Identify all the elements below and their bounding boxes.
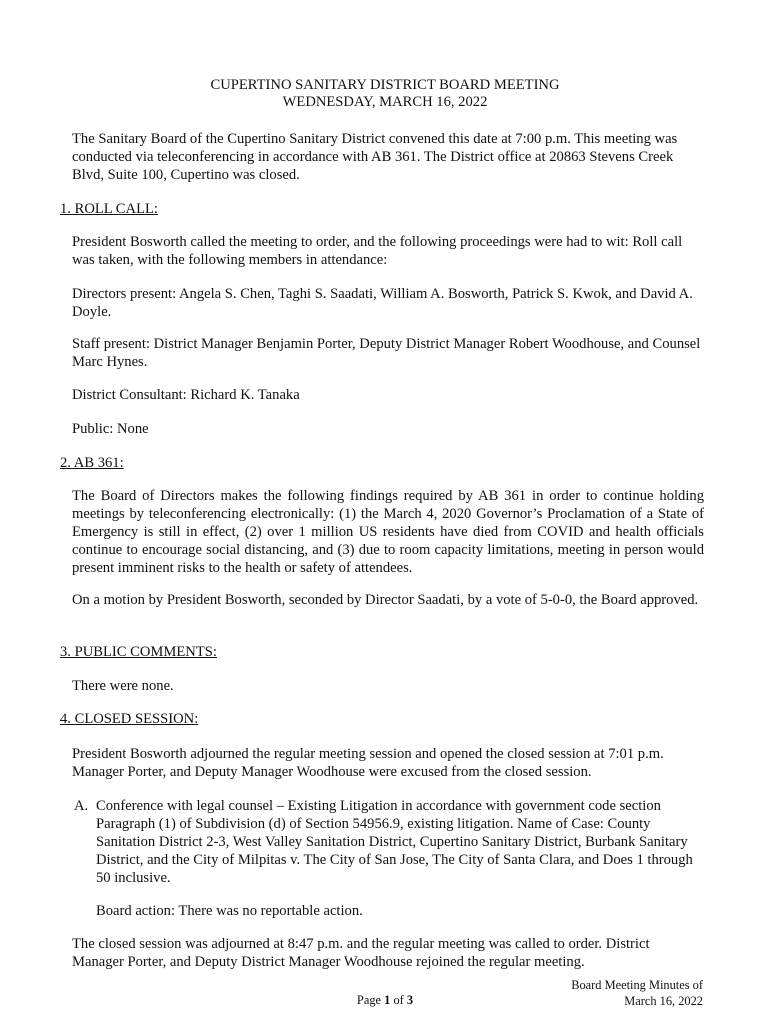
- page-number: [0, 991, 770, 1009]
- closed-session-opening: President Bosworth adjourned the regular meeting session and opened the closed session at 7:01 p.m. Manager Porter, and Deputy Manager Woodhouse were excused from the closed session.: [72, 746, 664, 780]
- roll-call-heading: 1. ROLL CALL:: [60, 201, 158, 217]
- closed-session-heading: 4. CLOSED SESSION:: [60, 711, 199, 727]
- item-a-text: Conference with legal counsel – Existing Litigation in accordance with government code section Paragraph (1) of Subdivision (d) of Section 54956.9, existing litigation. Name of Case: County Sanitation District 2-3, West Valley Sanitation District, Cupertino Sanitary District, Burbank Sanitary District, and the City of Milpitas v. The City of San Jose, The City of Santa Clara, and Does 1 through 50 inclusive.: [96, 798, 693, 886]
- title-line-1: CUPERTINO SANITARY DISTRICT BOARD MEETING: [210, 77, 560, 93]
- roll-call-paragraph: President Bosworth called the meeting to order, and the following proceedings were had to wit: Roll call was taken, with the following members in attendance:: [72, 234, 683, 268]
- staff-present: Staff present: District Manager Benjamin Porter, Deputy District Manager Robert Woodhouse, and Counsel Marc Hynes.: [72, 336, 701, 370]
- ab361-findings: The Board of Directors makes the following findings required by AB 361 in order to continue holding meetings by teleconferencing electronically: (1) the March 4, 2020 Governor’s Proclamation of a State of Emergency is still in effect, (2) over 1 million US residents have died from COVID and health officials continue to encourage social distancing, and (3) due to room capacity limitations, meeting in person would present imminent risks to the health or safety of attendees.: [72, 488, 704, 576]
- public-comments-text: There were none.: [72, 678, 174, 694]
- page-prefix: Page: [356, 993, 382, 1007]
- closed-session-adjourned: The closed session was adjourned at 8:47 p.m. and the regular meeting was called to order. District Manager Porter, and Deputy District Manager Woodhouse rejoined the regular meeting.: [72, 936, 650, 970]
- board-action: Board action: There was no reportable action.: [96, 903, 363, 919]
- public-comments-heading: 3. PUBLIC COMMENTS:: [60, 644, 217, 660]
- page-of: of: [393, 993, 404, 1007]
- ab361-motion: On a motion by President Bosworth, seconded by Director Saadati, by a vote of 5-0-0, the Board approved.: [72, 592, 699, 608]
- intro-paragraph: The Sanitary Board of the Cupertino Sanitary District convened this date at 7:00 p.m. This meeting was conducted via teleconferencing in accordance with AB 361. The District office at 20863 Stevens Creek Blvd, Suite 100, Cupertino was closed.: [72, 131, 678, 183]
- page-current: 1: [384, 993, 391, 1007]
- footer-right-line-1: Board Meeting Minutes of: [571, 978, 703, 992]
- ab361-heading: 2. AB 361:: [60, 455, 124, 471]
- page-total: 3: [406, 993, 414, 1007]
- directors-present: Directors present: Angela S. Chen, Taghi S. Saadati, William A. Bosworth, Patrick S. Kwok, and David A. Doyle.: [72, 286, 693, 320]
- district-consultant: District Consultant: Richard K. Tanaka: [72, 387, 300, 403]
- public-attendance: Public: None: [72, 421, 149, 437]
- footer-right-line-2: March 16, 2022: [624, 994, 703, 1008]
- item-a-letter: A.: [74, 798, 89, 814]
- title-line-2: WEDNESDAY, MARCH 16, 2022: [282, 94, 488, 110]
- meeting-title: [0, 77, 770, 111]
